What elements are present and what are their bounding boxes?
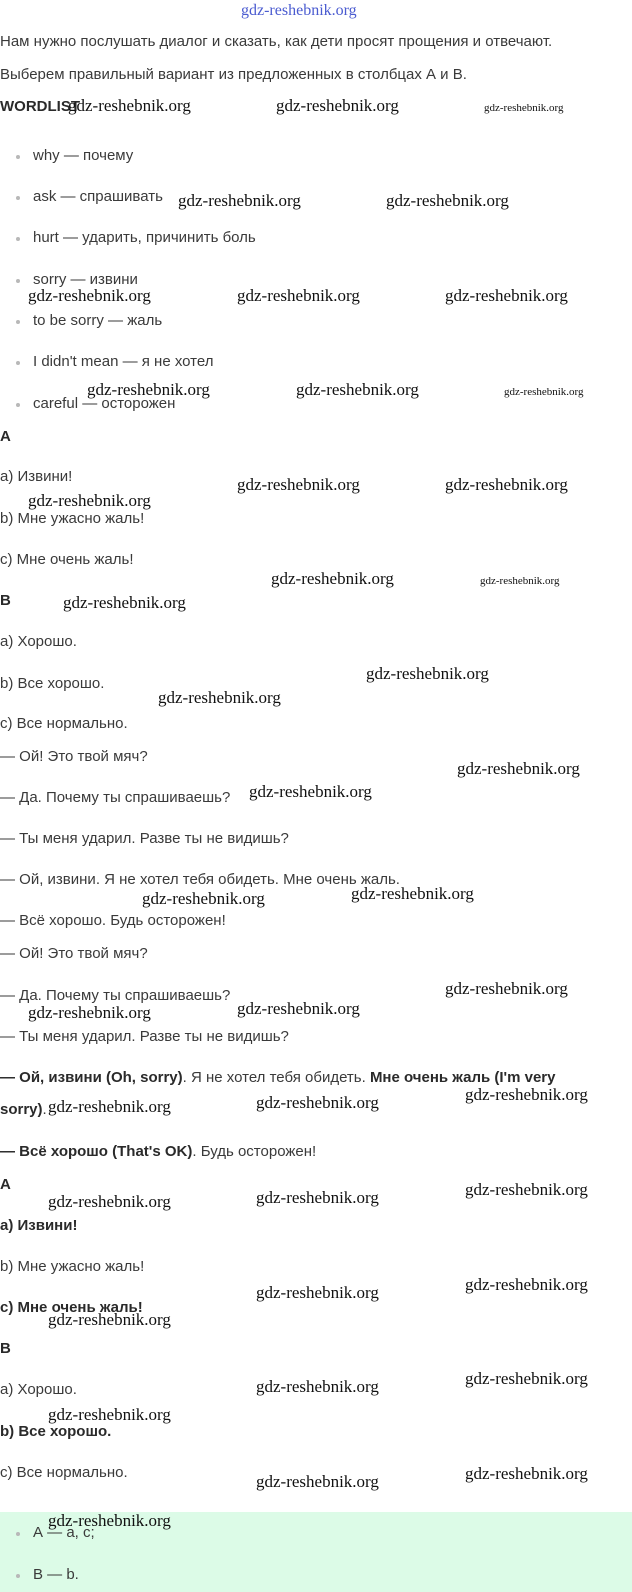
answered-line-5	[0, 1143, 316, 1160]
site-watermark: gdz-reshebnik.org	[158, 688, 281, 707]
dialogue-line: — Ой! Это твой мяч?	[0, 748, 148, 765]
dialogue-line: — Всё хорошо. Будь осторожен!	[0, 912, 226, 929]
site-watermark: gdz-reshebnik.org	[457, 759, 580, 778]
site-watermark: gdz-reshebnik.org	[256, 1093, 379, 1112]
site-watermark: gdz-reshebnik.org	[237, 999, 360, 1018]
site-watermark: gdz-reshebnik.org	[237, 475, 360, 494]
answered-line: — Ты меня ударил. Разве ты не видишь?	[0, 1028, 289, 1045]
answer-a-heading: A	[0, 1176, 11, 1193]
column-a-item: b) Мне ужасно жаль!	[0, 510, 145, 527]
wordlist-item: I didn't mean — я не хотел	[33, 353, 214, 370]
site-watermark: gdz-reshebnik.org	[465, 1369, 588, 1388]
site-watermark: gdz-reshebnik.org	[504, 386, 584, 398]
site-watermark: gdz-reshebnik.org	[249, 782, 372, 801]
site-watermark: gdz-reshebnik.org	[48, 1192, 171, 1211]
column-a-heading: A	[0, 428, 11, 445]
answer-b-item: c) Все нормально.	[0, 1464, 128, 1481]
answered-text: .	[42, 1101, 47, 1118]
final-answer: В — b.	[33, 1566, 79, 1583]
site-watermark: gdz-reshebnik.org	[256, 1283, 379, 1302]
answer-highlight: — Всё хорошо (That's OK)	[0, 1143, 193, 1160]
wordlist-item: to be sorry — жаль	[33, 312, 163, 329]
site-watermark: gdz-reshebnik.org	[28, 491, 151, 510]
bullet-icon	[16, 155, 20, 159]
answer-a-item: a) Извини!	[0, 1217, 78, 1234]
bullet-icon	[16, 1532, 20, 1536]
answered-line-4	[0, 1069, 555, 1086]
site-watermark: gdz-reshebnik.org	[256, 1188, 379, 1207]
site-watermark: gdz-reshebnik.org	[480, 575, 560, 587]
site-watermark: gdz-reshebnik.org	[48, 1310, 171, 1329]
bullet-icon	[16, 237, 20, 241]
bullet-icon	[16, 403, 20, 407]
site-watermark: gdz-reshebnik.org	[63, 593, 186, 612]
dialogue-line: — Ты меня ударил. Разве ты не видишь?	[0, 830, 289, 847]
site-watermark: gdz-reshebnik.org	[296, 380, 419, 399]
site-watermark: gdz-reshebnik.org	[351, 884, 474, 903]
site-watermark: gdz-reshebnik.org	[445, 979, 568, 998]
answer-a-item: c) Мне очень жаль!	[0, 1299, 143, 1316]
answered-line-4-cont	[0, 1101, 47, 1118]
answer-a-item: b) Мне ужасно жаль!	[0, 1258, 145, 1275]
site-watermark: gdz-reshebnik.org	[28, 1003, 151, 1022]
site-watermark: gdz-reshebnik.org	[465, 1275, 588, 1294]
column-b-item: c) Все нормально.	[0, 715, 128, 732]
site-watermark: gdz-reshebnik.org	[465, 1085, 588, 1104]
wordlist-item: hurt — ударить, причинить боль	[33, 229, 256, 246]
site-watermark: gdz-reshebnik.org	[465, 1464, 588, 1483]
column-b-heading: B	[0, 592, 11, 609]
site-watermark: gdz-reshebnik.org	[48, 1405, 171, 1424]
answer-b-item: a) Хорошо.	[0, 1381, 77, 1398]
column-a-item: a) Извини!	[0, 468, 73, 485]
site-watermark: gdz-reshebnik.org	[465, 1180, 588, 1199]
dialogue-line: — Да. Почему ты спрашиваешь?	[0, 789, 231, 806]
site-watermark-top: gdz-reshebnik.org	[241, 2, 357, 19]
intro-line-2: Выберем правильный вариант из предложенных в столбцах А и В.	[0, 66, 467, 83]
site-watermark: gdz-reshebnik.org	[386, 191, 509, 210]
site-watermark: gdz-reshebnik.org	[28, 286, 151, 305]
wordlist-item: ask — спрашивать	[33, 188, 163, 205]
site-watermark: gdz-reshebnik.org	[142, 889, 265, 908]
site-watermark: gdz-reshebnik.org	[276, 96, 399, 115]
wordlist-heading: WORDLIST	[0, 98, 80, 115]
site-watermark: gdz-reshebnik.org	[445, 286, 568, 305]
bullet-icon	[16, 279, 20, 283]
wordlist-item: careful — осторожен	[33, 395, 176, 412]
site-watermark: gdz-reshebnik.org	[256, 1377, 379, 1396]
column-b-item: b) Все хорошо.	[0, 675, 105, 692]
bullet-icon	[16, 1574, 20, 1578]
site-watermark: gdz-reshebnik.org	[445, 475, 568, 494]
answered-line: — Да. Почему ты спрашиваешь?	[0, 987, 231, 1004]
site-watermark: gdz-reshebnik.org	[237, 286, 360, 305]
intro-line-1: Нам нужно послушать диалог и сказать, как дети просят прощения и отвечают.	[0, 33, 553, 50]
site-watermark: gdz-reshebnik.org	[178, 191, 301, 210]
site-watermark: gdz-reshebnik.org	[366, 664, 489, 683]
site-watermark: gdz-reshebnik.org	[48, 1097, 171, 1116]
bullet-icon	[16, 320, 20, 324]
answered-text: . Я не хотел тебя обидеть.	[182, 1069, 370, 1086]
answered-text: . Будь осторожен!	[192, 1143, 317, 1160]
wordlist-item: why — почему	[33, 147, 134, 164]
bullet-icon	[16, 361, 20, 365]
answer-highlight: — Ой, извини (Oh, sorry)	[0, 1069, 183, 1086]
site-watermark: gdz-reshebnik.org	[484, 102, 564, 114]
dialogue-line: — Ой, извини. Я не хотел тебя обидеть. Мне очень жаль.	[0, 871, 400, 888]
site-watermark: gdz-reshebnik.org	[271, 569, 394, 588]
site-watermark: gdz-reshebnik.org	[87, 380, 210, 399]
column-b-item: a) Хорошо.	[0, 633, 77, 650]
bullet-icon	[16, 196, 20, 200]
final-answer: А — a, c;	[33, 1524, 95, 1541]
answer-b-heading: B	[0, 1340, 11, 1357]
wordlist-item: sorry — извини	[33, 271, 138, 288]
answer-b-item: b) Все хорошо.	[0, 1423, 112, 1440]
answer-highlight: sorry)	[0, 1101, 43, 1118]
answered-line: — Ой! Это твой мяч?	[0, 945, 148, 962]
answer-highlight: Мне очень жаль (I'm very	[369, 1069, 556, 1086]
column-a-item: c) Мне очень жаль!	[0, 551, 134, 568]
site-watermark: gdz-reshebnik.org	[48, 1511, 171, 1530]
site-watermark: gdz-reshebnik.org	[68, 96, 191, 115]
site-watermark: gdz-reshebnik.org	[256, 1472, 379, 1491]
